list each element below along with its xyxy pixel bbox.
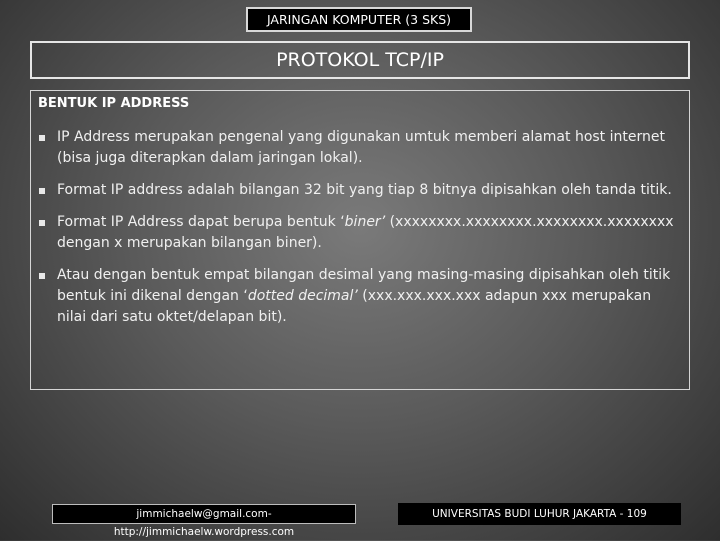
slide-title: PROTOKOL TCP/IP [30, 41, 690, 79]
bullet-item [38, 212, 683, 254]
square-bullet-icon [39, 188, 45, 194]
bullet-list [38, 127, 683, 339]
bullet-text: Format IP address adalah bilangan 32 bit yang tiap 8 bitnya dipisahkan oleh tanda titik. [57, 182, 672, 198]
bullet-item [38, 180, 683, 201]
course-label: JARINGAN KOMPUTER (3 SKS) [246, 7, 472, 32]
bullet-italic-term: dotted decimal’ [247, 288, 358, 304]
square-bullet-icon [39, 220, 45, 226]
bullet-text-end: (xxx.xxx.xxx.xxx adapun xxx merupakan nilai dari satu oktet/delapan bit). [57, 288, 652, 325]
bullet-item [38, 127, 683, 169]
section-heading: BENTUK IP ADDRESS [38, 96, 190, 111]
footer-university: UNIVERSITAS BUDI LUHUR JAKARTA - 109 [398, 503, 681, 525]
bullet-italic-term: biner’ [344, 214, 386, 230]
bullet-text-end: (xxxxxxxx.xxxxxxxx.xxxxxxxx.xxxxxxxx dengan x merupakan bilangan biner). [57, 214, 674, 251]
bullet-text: IP Address merupakan pengenal yang digunakan umtuk memberi alamat host internet (bisa juga diterapkan dalam jaringan lokal). [57, 129, 665, 166]
content-box [30, 90, 690, 390]
bullet-item [38, 265, 683, 328]
bullet-text-start: Atau dengan bentuk empat bilangan desimal yang masing-masing dipisahkan oleh titik bentuk ini dikenal dengan ‘ [57, 267, 671, 304]
footer-contact: jimmichaelw@gmail.com- http://jimmichaelw.wordpress.com [52, 504, 356, 524]
square-bullet-icon [39, 135, 45, 141]
square-bullet-icon [39, 273, 45, 279]
bullet-text-start: Format IP Address dapat berupa bentuk ‘ [57, 214, 345, 230]
